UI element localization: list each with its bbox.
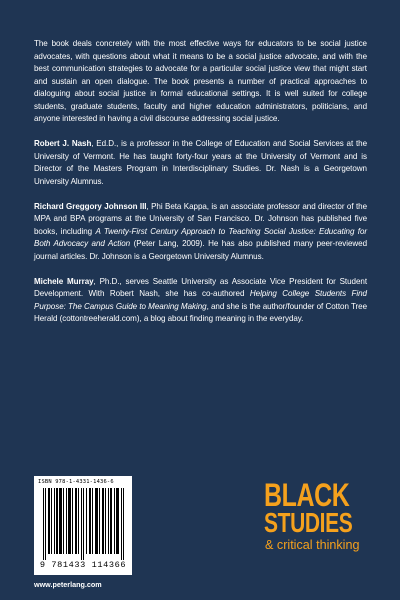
author-name: Richard Greggory Johnson III bbox=[34, 201, 147, 211]
author-bio-text: , Phi Beta Kappa, is an associate professor and director of the MPA and BPA programs at the University of San Francisco. Dr. Johnson has published five books, including bbox=[34, 201, 367, 236]
author-bio-text: , Ed.D., is a professor in the College of Education and Social Services at the University of Vermont. He has taught forty-four years at the University of Vermont and is Director of the Masters Program in Interdisciplinary Studies. Dr. Nash is a Georgetown University Alumnus. bbox=[34, 139, 367, 186]
isbn-barcode bbox=[34, 476, 132, 575]
book-title: Helping College Students Find Purpose: The Campus Guide to Meaning Making bbox=[34, 289, 367, 311]
barcode-bars bbox=[39, 488, 127, 560]
series-logo-line-studies: STUDIES bbox=[264, 507, 353, 538]
author-name: Robert J. Nash bbox=[34, 139, 92, 149]
series-logo-line-black: BLACK bbox=[264, 477, 350, 513]
publisher-url: www.peterlang.com bbox=[34, 580, 102, 589]
author-name: Michele Murray bbox=[34, 276, 94, 286]
back-cover-text bbox=[34, 38, 367, 338]
book-description bbox=[34, 38, 367, 126]
author-bio-text: , and she is the author/founder of Cotton Tree Herald (cottontreeherald.com), a blog about finding meaning in the everyday. bbox=[34, 301, 367, 324]
author-bio-text: (Peter Lang, 2009). He has also published many peer-reviewed journal articles. Dr. Johnson is a Georgetown University Alumnus. bbox=[34, 239, 367, 261]
author-bio-murray bbox=[34, 276, 367, 326]
isbn-digits: 9 781433 114366 bbox=[39, 560, 127, 570]
book-title: A Twenty-First Century Approach to Teaching Social Justice: Educating for Both Advocacy and Action bbox=[34, 226, 368, 249]
series-logo bbox=[264, 477, 372, 578]
series-logo-line-critical: & critical thinking bbox=[265, 538, 360, 552]
description-text: The book deals concretely with the most effective ways for educators to be social justice advocates, with questions about what it means to be a social justice advocate, and with the best communication strategies to advocate for a particular social justice view that might start and sustain an open dialogue. The book presents a number of practical approaches to dialoguing about social justice in formal educational settings. It is well suited for college students, graduate students, faculty and higher education administrators, politicians, and anyone interested in having a civil discourse addressing social justice. bbox=[34, 39, 367, 124]
author-bio-nash bbox=[34, 138, 367, 188]
author-bio-johnson bbox=[34, 201, 367, 264]
author-bio-text: , Ph.D., serves Seattle University as Associate Vice President for Student Development. With Robert Nash, she has co-authored bbox=[34, 276, 368, 299]
isbn-label: ISBN 978-1-4331-1436-6 bbox=[38, 479, 114, 485]
